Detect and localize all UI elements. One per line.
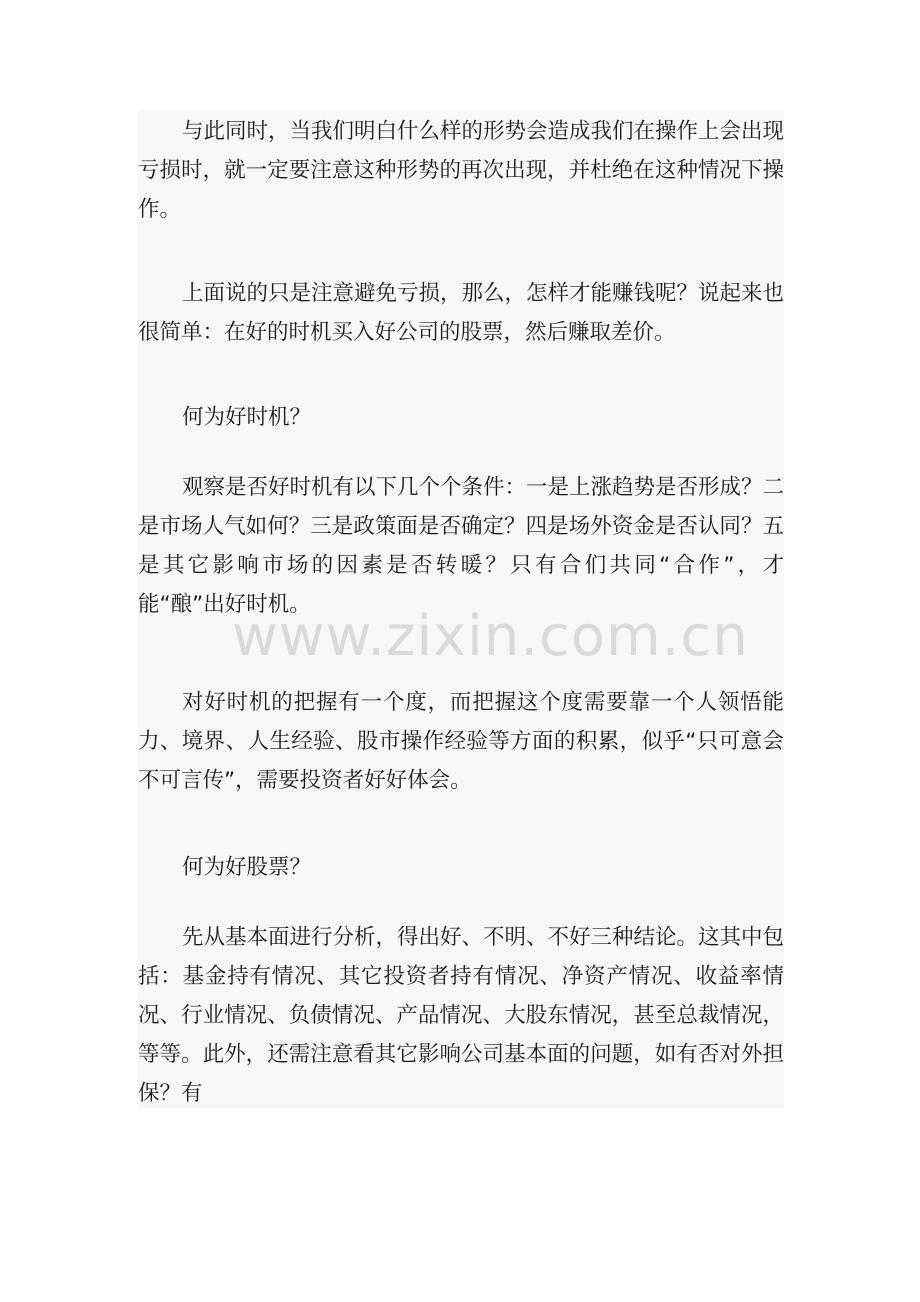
- paragraph-3: 观察是否好时机有以下几个个条件：一是上涨趋势是否形成？二是市场人气如何？三是政策面是否确定？四是场外资金是否认同？五是其它影响市场的因素是否转暖？只有合们共同“合作”，才能“酿”出好时机。: [138, 475, 785, 617]
- paragraph-1: 与此同时，当我们明白什么样的形势会造成我们在操作上会出现亏损时，就一定要注意这种形势的再次出现，并杜绝在这种情况下操作。: [138, 119, 785, 222]
- paragraph-4: 对好时机的把握有一个度，而把握这个度需要靠一个人领悟能力、境界、人生经验、股市操作经验等方面的积累，似乎“只可意会不可言传”，需要投资者好好体会。: [138, 690, 784, 793]
- paragraph-2: 上面说的只是注意避免亏损，那么，怎样才能赚钱呢？说起来也很简单：在好的时机买入好公司的股票，然后赚取差价。: [138, 281, 785, 345]
- document-page: [138, 110, 784, 1108]
- paragraph-heading-good-timing: 何为好时机？: [182, 405, 312, 430]
- watermark-text: www.zixin.com.cn: [232, 604, 749, 669]
- paragraph-heading-good-stock: 何为好股票？: [182, 855, 312, 880]
- paragraph-5: 先从基本面进行分析，得出好、不明、不好三种结论。这其中包括：基金持有情况、其它投资者持有情况、净资产情况、收益率情况、行业情况、负债情况、产品情况、大股东情况，甚至总裁情况，等等。此外，还需注意看其它影响公司基本面的问题，如有否对外担保？有: [138, 925, 785, 1106]
